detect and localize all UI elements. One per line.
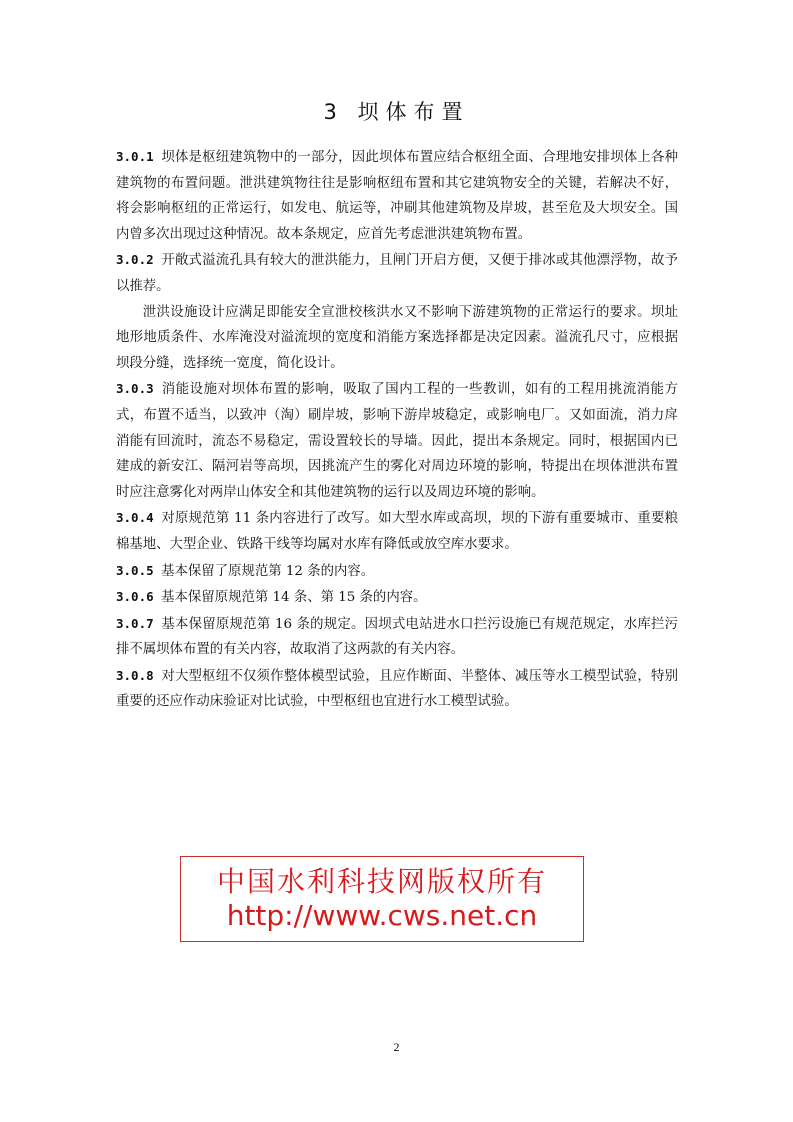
stamp-url: http://www.cws.net.cn (226, 899, 538, 932)
document-body (116, 144, 678, 715)
clause-number: 3.0.3 (116, 381, 154, 397)
clause-3-0-5 (116, 558, 678, 585)
clause-number: 3.0.8 (116, 667, 154, 683)
clause-3-0-6 (116, 584, 678, 611)
clause-text: 开敞式溢流孔具有较大的泄洪能力，且闸门开启方便，又便于排冰或其他漂浮物，故予以推荐。 (116, 253, 678, 294)
clause-text: 基本保留了原规范第 12 条的内容。 (161, 563, 375, 579)
clause-number: 3.0.4 (116, 510, 154, 526)
copyright-stamp (180, 856, 584, 942)
clause-text: 消能设施对坝体布置的影响，吸取了国内工程的一些教训，如有的工程用挑流消能方式，布置不适当，以致冲（淘）刷岸坡，影响下游岸坡稳定，或影响电厂。又如面流，消力戽消能有回流时，流态不易稳定，需设置较长的导墙。因此，提出本条规定。同时，根据国内已建成的新安江、隔河岩等高坝，因挑流产生的雾化对周边环境的影响，特提出在坝体泄洪布置时应注意雾化对两岸山体安全和其他建筑物的运行以及周边环境的影响。 (116, 382, 678, 500)
page-title: 3 坝体布置 (323, 100, 470, 124)
clause-number: 3.0.5 (116, 562, 154, 578)
clause-3-0-4 (116, 505, 678, 557)
clause-text: 泄洪设施设计应满足即能安全宣泄校核洪水又不影响下游建筑物的正常运行的要求。坝址地形地质条件、水库淹没对溢流坝的宽度和消能方案选择都是决定因素。溢流孔尺寸，应根据坝段分缝，选择统一宽度，简化设计。 (116, 304, 678, 371)
clause-text: 基本保留原规范第 14 条、第 15 条的内容。 (161, 590, 427, 606)
clause-3-0-2 (116, 247, 678, 299)
clause-3-0-2-continued (116, 300, 678, 377)
clause-text: 坝体是枢纽建筑物中的一部分，因此坝体布置应结合枢纽全面、合理地安排坝体上各种建筑物的布置问题。泄洪建筑物往往是影响枢纽布置和其它建筑物安全的关键，若解决不好，将会影响枢纽的正常运行，如发电、航运等，冲刷其他建筑物及岸坡，甚至危及大坝安全。国内曾多次出现过这种情况。故本条规定，应首先考虑泄洪建筑物布置。 (116, 150, 678, 242)
clause-text: 基本保留原规范第 16 条的规定。因坝式电站进水口拦污设施已有规范规定，水库拦污排不属坝体布置的有关内容，故取消了这两款的有关内容。 (116, 616, 678, 658)
clause-text: 对原规范第 11 条内容进行了改写。如大型水库或高坝，坝的下游有重要城市、重要粮棉基地、大型企业、铁路干线等均属对水库有降低或放空库水要求。 (116, 511, 678, 552)
clause-text: 对大型枢纽不仅须作整体模型试验，且应作断面、半整体、减压等水工模型试验，特别重要的还应作动床验证对比试验，中型枢纽也宜进行水工模型试验。 (116, 668, 678, 710)
stamp-copyright-text: 中国水利科技网版权所有 (216, 865, 547, 898)
clause-3-0-3 (116, 376, 678, 505)
clause-number: 3.0.1 (116, 149, 154, 164)
clause-3-0-1 (116, 144, 678, 247)
clause-3-0-7 (116, 611, 678, 663)
page-number: 2 (393, 1040, 400, 1054)
clause-3-0-8 (116, 663, 678, 715)
clause-number: 3.0.2 (116, 252, 154, 268)
clause-number: 3.0.6 (116, 589, 154, 605)
clause-number: 3.0.7 (116, 615, 154, 631)
